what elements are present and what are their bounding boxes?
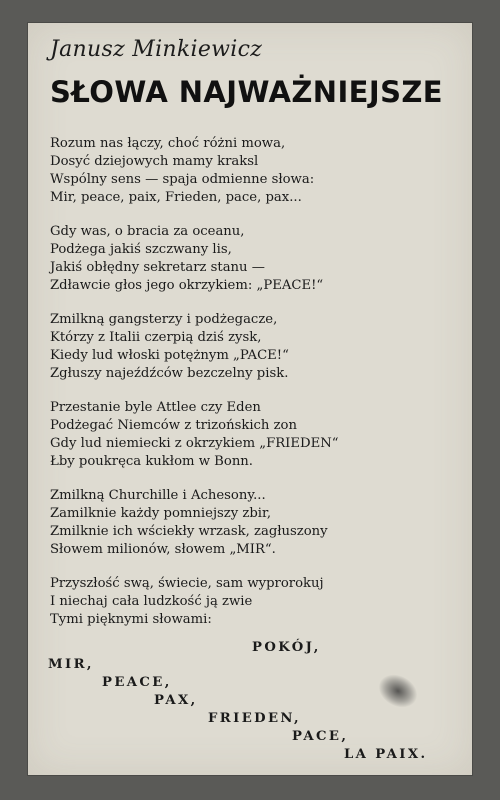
newspaper-clipping [28, 23, 472, 775]
poem-line: Podżega jakiś szczwany lis, [50, 242, 232, 257]
finale-word-frieden: FRIEDEN, [208, 711, 302, 726]
poem-line: Którzy z Italii czerpią dziś zysk, [50, 330, 262, 345]
poem-line: I niechaj cała ludzkość ją zwie [50, 594, 253, 609]
poem-line: Gdy was, o bracia za oceanu, [50, 224, 245, 239]
poem-line: Przyszłość swą, świecie, sam wyprorokuj [50, 576, 324, 591]
finale-word-pax: PAX, [154, 693, 198, 708]
poem-line: Rozum nas łączy, choć różni mowa, [50, 136, 286, 151]
finale-words [28, 23, 472, 775]
poem-line: Jakiś obłędny sekretarz stanu — [50, 260, 265, 275]
poem-line: Podżegać Niemców z trizońskich zon [50, 418, 297, 433]
poem-line: Łby poukręca kukłom w Bonn. [50, 454, 253, 469]
finale-word-pace: PACE, [292, 729, 349, 744]
poem-line: Zdławcie głos jego okrzykiem: „PEACE!“ [50, 278, 324, 293]
poem-line: Dosyć dziejowych mamy kraksl [50, 154, 259, 169]
poem-line: Zgłuszy najeźdźców bezczelny pisk. [50, 366, 289, 381]
finale-word-peace: PEACE, [102, 675, 172, 690]
poem-line: Mir, peace, paix, Frieden, pace, pax... [50, 190, 302, 205]
finale-word-mir: MIR, [48, 657, 94, 672]
poem-line: Zmilkną Churchille i Achesony... [50, 488, 266, 503]
poem-line: Zamilknie każdy pomniejszy zbir, [50, 506, 272, 521]
poem-line: Kiedy lud włoski potężnym „PACE!“ [50, 348, 289, 363]
finale-word-pokoj: POKÓJ, [252, 640, 321, 655]
finale-word-la-paix: LA PAIX. [344, 747, 428, 762]
poem-line: Przestanie byle Attlee czy Eden [50, 400, 261, 415]
poem-line: Gdy lud niemiecki z okrzykiem „FRIEDEN“ [50, 436, 339, 451]
poem-line: Tymi pięknymi słowami: [50, 612, 212, 627]
poem-title: SŁOWA NAJWAŻNIEJSZE [50, 75, 443, 109]
poem-line: Zmilkną gangsterzy i podżegacze, [50, 312, 278, 327]
poem-line: Słowem milionów, słowem „MIR“. [50, 542, 276, 557]
poem-line: Wspólny sens — spaja odmienne słowa: [50, 172, 315, 187]
author-name: Janusz Minkiewicz [50, 37, 263, 62]
poem-line: Zmilknie ich wściekły wrzask, zagłuszony [50, 524, 328, 539]
